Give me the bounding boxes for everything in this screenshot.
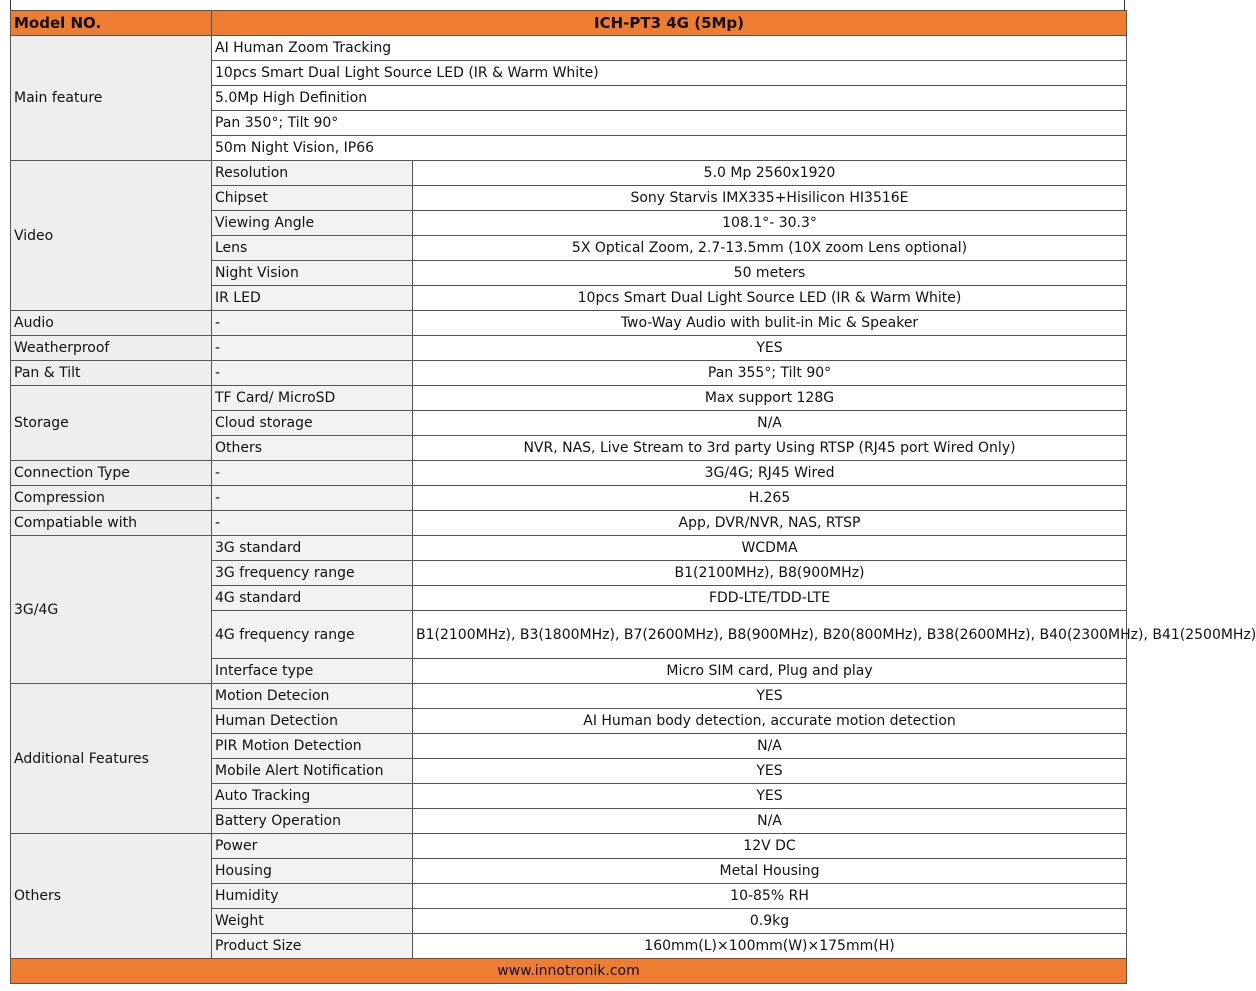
- website-link[interactable]: www.innotronik.com: [11, 959, 1127, 984]
- spec-name: 4G standard: [212, 586, 413, 611]
- spec-name: Humidity: [212, 884, 413, 909]
- spec-value: 10-85% RH: [413, 884, 1127, 909]
- footer-row: [11, 959, 1127, 984]
- spec-value: 12V DC: [413, 834, 1127, 859]
- spec-value: N/A: [413, 734, 1127, 759]
- spec-value: Pan 355°; Tilt 90°: [413, 361, 1127, 386]
- spec-name: Human Detection: [212, 709, 413, 734]
- table-row: [11, 511, 1127, 536]
- spec-value: App, DVR/NVR, NAS, RTSP: [413, 511, 1127, 536]
- category-connection-type: Connection Type: [11, 461, 212, 486]
- spec-name: TF Card/ MicroSD: [212, 386, 413, 411]
- spec-name: -: [212, 461, 413, 486]
- spec-value: Metal Housing: [413, 859, 1127, 884]
- spec-value: YES: [413, 759, 1127, 784]
- spec-name: -: [212, 311, 413, 336]
- spec-value: B1(2100MHz), B8(900MHz): [413, 561, 1127, 586]
- spec-name: Others: [212, 436, 413, 461]
- table-row: [11, 486, 1127, 511]
- spec-value: 5.0 Mp 2560x1920: [413, 161, 1127, 186]
- spec-value: AI Human body detection, accurate motion detection: [413, 709, 1127, 734]
- table-row: [11, 36, 1127, 61]
- spec-value: WCDMA: [413, 536, 1127, 561]
- category-video: Video: [11, 161, 212, 311]
- spec-name: Product Size: [212, 934, 413, 959]
- spec-value: B1(2100MHz), B3(1800MHz), B7(2600MHz), B8(900MHz), B20(800MHz), B38(2600MHz), B40(2300MHz), B41(2500MHz): [413, 611, 1127, 659]
- spec-name: -: [212, 361, 413, 386]
- category-audio: Audio: [11, 311, 212, 336]
- spec-name: Chipset: [212, 186, 413, 211]
- table-row: [11, 834, 1127, 859]
- feature-item: AI Human Zoom Tracking: [212, 36, 1127, 61]
- model-no-label: Model NO.: [11, 11, 212, 36]
- table-row: [11, 536, 1127, 561]
- spec-value: Two-Way Audio with bulit-in Mic & Speaker: [413, 311, 1127, 336]
- category-additional-features: Additional Features: [11, 684, 212, 834]
- table-row: [11, 461, 1127, 486]
- spec-name: Viewing Angle: [212, 211, 413, 236]
- spec-name: -: [212, 511, 413, 536]
- spec-name: IR LED: [212, 286, 413, 311]
- spec-name: Night Vision: [212, 261, 413, 286]
- spec-value: YES: [413, 784, 1127, 809]
- spec-value: N/A: [413, 809, 1127, 834]
- spec-name: Cloud storage: [212, 411, 413, 436]
- feature-item: Pan 350°; Tilt 90°: [212, 111, 1127, 136]
- spec-value: Sony Starvis IMX335+Hisilicon HI3516E: [413, 186, 1127, 211]
- table-row: [11, 361, 1127, 386]
- spec-value: YES: [413, 684, 1127, 709]
- spec-table: [10, 10, 1256, 984]
- category-pan-tilt: Pan & Tilt: [11, 361, 212, 386]
- table-row: [11, 336, 1127, 361]
- spec-name: -: [212, 336, 413, 361]
- model-name: ICH-PT3 4G (5Mp): [212, 11, 1127, 36]
- table-row: [11, 311, 1127, 336]
- spec-name: 3G frequency range: [212, 561, 413, 586]
- spec-value: NVR, NAS, Live Stream to 3rd party Using RTSP (RJ45 port Wired Only): [413, 436, 1127, 461]
- category-weatherproof: Weatherproof: [11, 336, 212, 361]
- spec-name: Lens: [212, 236, 413, 261]
- feature-item: 5.0Mp High Definition: [212, 86, 1127, 111]
- header-row: [11, 11, 1127, 36]
- spec-value: 50 meters: [413, 261, 1127, 286]
- spec-value: 160mm(L)×100mm(W)×175mm(H): [413, 934, 1127, 959]
- table-row: [11, 684, 1127, 709]
- spec-value: H.265: [413, 486, 1127, 511]
- category-main-feature: Main feature: [11, 36, 212, 161]
- spec-value: Micro SIM card, Plug and play: [413, 659, 1127, 684]
- spec-name: 3G standard: [212, 536, 413, 561]
- spec-name: Housing: [212, 859, 413, 884]
- spec-name: Power: [212, 834, 413, 859]
- spec-name: Weight: [212, 909, 413, 934]
- spec-name: Battery Operation: [212, 809, 413, 834]
- feature-item: 10pcs Smart Dual Light Source LED (IR & Warm White): [212, 61, 1127, 86]
- category-compatible: Compatiable with: [11, 511, 212, 536]
- spec-name: Auto Tracking: [212, 784, 413, 809]
- spec-name: 4G frequency range: [212, 611, 413, 659]
- spec-value: 10pcs Smart Dual Light Source LED (IR & Warm White): [413, 286, 1127, 311]
- spec-name: -: [212, 486, 413, 511]
- spec-name: Motion Detecion: [212, 684, 413, 709]
- spec-value: 0.9kg: [413, 909, 1127, 934]
- spec-value: N/A: [413, 411, 1127, 436]
- category-others: Others: [11, 834, 212, 959]
- table-row: [11, 161, 1127, 186]
- spec-name: Interface type: [212, 659, 413, 684]
- category-storage: Storage: [11, 386, 212, 461]
- category-3g-4g: 3G/4G: [11, 536, 212, 684]
- spec-value: FDD-LTE/TDD-LTE: [413, 586, 1127, 611]
- spec-value: 5X Optical Zoom, 2.7-13.5mm (10X zoom Lens optional): [413, 236, 1127, 261]
- spec-value: 3G/4G; RJ45 Wired: [413, 461, 1127, 486]
- spec-name: PIR Motion Detection: [212, 734, 413, 759]
- feature-item: 50m Night Vision, IP66: [212, 136, 1127, 161]
- category-compression: Compression: [11, 486, 212, 511]
- spec-value: 108.1°- 30.3°: [413, 211, 1127, 236]
- spec-name: Resolution: [212, 161, 413, 186]
- spec-value: YES: [413, 336, 1127, 361]
- table-row: [11, 386, 1127, 411]
- spec-value: Max support 128G: [413, 386, 1127, 411]
- top-border: [10, 0, 1125, 10]
- spec-name: Mobile Alert Notification: [212, 759, 413, 784]
